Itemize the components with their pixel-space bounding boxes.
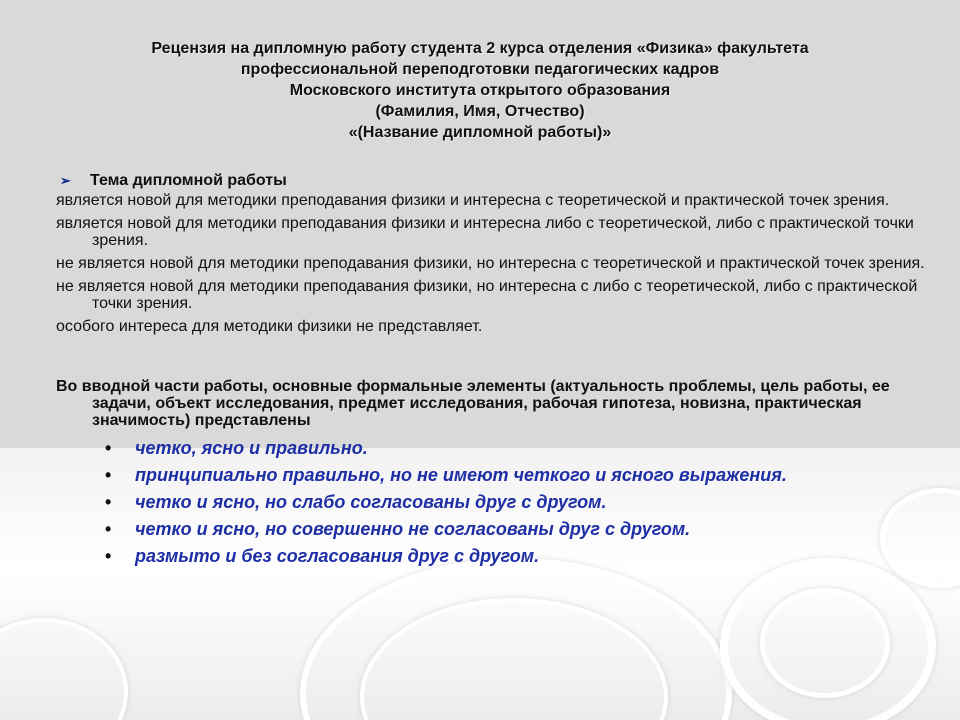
bullet-icon: •	[105, 519, 112, 539]
grade-option	[105, 519, 865, 540]
header-line: Рецензия на дипломную работу студента 2 курса отделения «Физика» факультета	[151, 40, 809, 57]
header-line: Московского института открытого образования	[289, 82, 671, 99]
intro-paragraph: Во вводной части работы, основные формальные элементы (актуальность проблемы, цель работы, ее задачи, объект исследования, предмет исследования, рабочая гипотеза, новизна, практическая значимость) представлены	[56, 378, 890, 429]
topic-label: Тема дипломной работы	[90, 172, 287, 189]
header-line: «(Название дипломной работы)»	[348, 124, 612, 141]
grade-option	[105, 546, 865, 567]
header-line: (Фамилия, Имя, Отчество)	[375, 103, 585, 120]
grade-option-text: размыто и без согласования друг с другом.	[135, 546, 540, 566]
grade-option	[105, 438, 865, 459]
header-line: профессиональной переподготовки педагогических кадров	[240, 61, 720, 78]
topic-heading	[60, 172, 287, 190]
topic-option: не является новой для методики преподавания физики, но интересна с либо с теоретической, либо с практической точки зрения.	[56, 278, 918, 312]
bullet-icon: •	[105, 465, 112, 485]
bullet-icon: •	[105, 546, 112, 566]
grade-option-text: четко и ясно, но совершенно не согласованы друг с другом.	[135, 519, 691, 539]
topic-option: является новой для методики преподавания физики и интересна с теоретической и практической точек зрения.	[56, 192, 890, 209]
grade-option-text: четко и ясно, но слабо согласованы друг с другом.	[135, 492, 607, 512]
arrow-bullet-icon: ➢	[60, 173, 71, 188]
bullet-icon: •	[105, 438, 112, 458]
grade-option	[105, 492, 865, 513]
topic-option: является новой для методики преподавания физики и интересна либо с теоретической, либо с практической точки зрения.	[56, 215, 914, 249]
topic-option: не является новой для методики преподавания физики, но интересна с теоретической и практической точек зрения.	[56, 255, 925, 272]
grade-options-list	[105, 438, 865, 573]
topic-option: особого интереса для методики физики не представляет.	[56, 318, 483, 335]
grade-option	[105, 465, 865, 486]
bullet-icon: •	[105, 492, 112, 512]
topic-options-list	[56, 192, 936, 341]
grade-option-text: принципиально правильно, но не имеют четкого и ясного выражения.	[135, 465, 787, 485]
review-header	[40, 38, 920, 143]
grade-option-text: четко, ясно и правильно.	[135, 438, 368, 458]
